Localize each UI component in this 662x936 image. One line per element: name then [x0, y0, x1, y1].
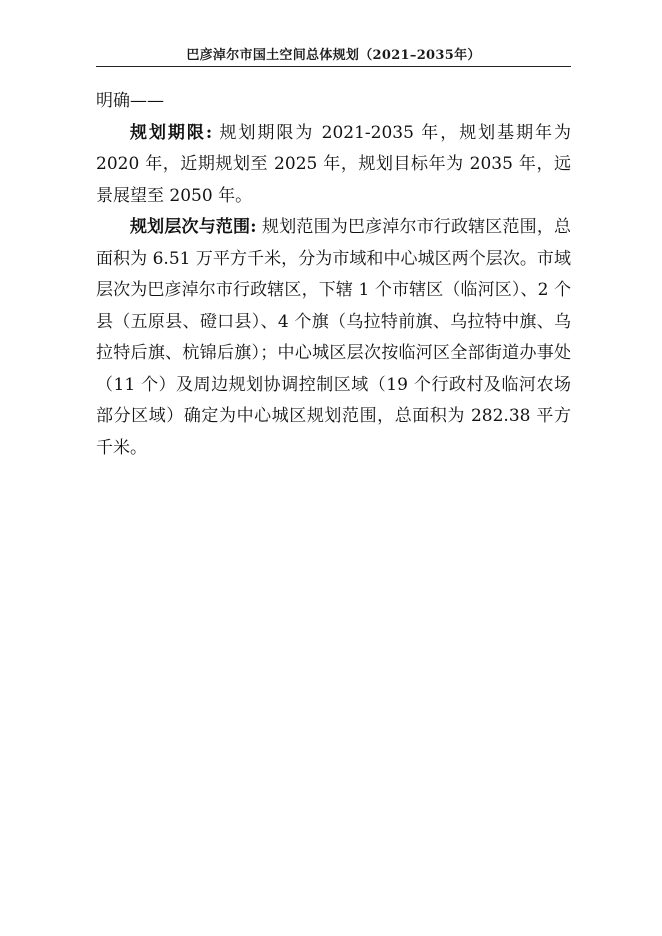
- paragraph-continuation: 明确——: [96, 91, 164, 111]
- planning-period-text: 规划期限为 2021-2035 年，规划基期年为 2020 年，近期规划至 2025 年，规划目标年为 2035 年，远景展望至 2050 年。: [96, 122, 572, 206]
- planning-levels-scope-text: 规划范围为巴彦淖尔市行政辖区范围，总面积为 6.51 万平方千米，分为市域和中心城区两个层次。市域层次为巴彦淖尔市行政辖区，下辖 1 个市辖区（临河区）、2 个县（五原县、磴口县）、4 个旗（乌拉特前旗、乌拉特中旗、乌拉特后旗、杭锦后旗）；中心城区层次按临河区全部街道办事处（11 个）及周边规划协调控制区域（19 个行政村及临河农场部分区域）确定为中心城区规划范围，总面积为 282.38 平方千米。: [96, 217, 571, 458]
- term-planning-period: 规划期限:: [130, 122, 213, 143]
- header-divider: [96, 66, 571, 67]
- paragraph-planning-period: [96, 118, 571, 213]
- running-header-title: 巴彦淖尔市国土空间总体规划（2021–2035年）: [186, 48, 481, 63]
- body-text: [96, 86, 571, 464]
- paragraph-planning-levels-scope: [96, 212, 571, 464]
- term-planning-levels-scope: 规划层次与范围:: [130, 217, 257, 237]
